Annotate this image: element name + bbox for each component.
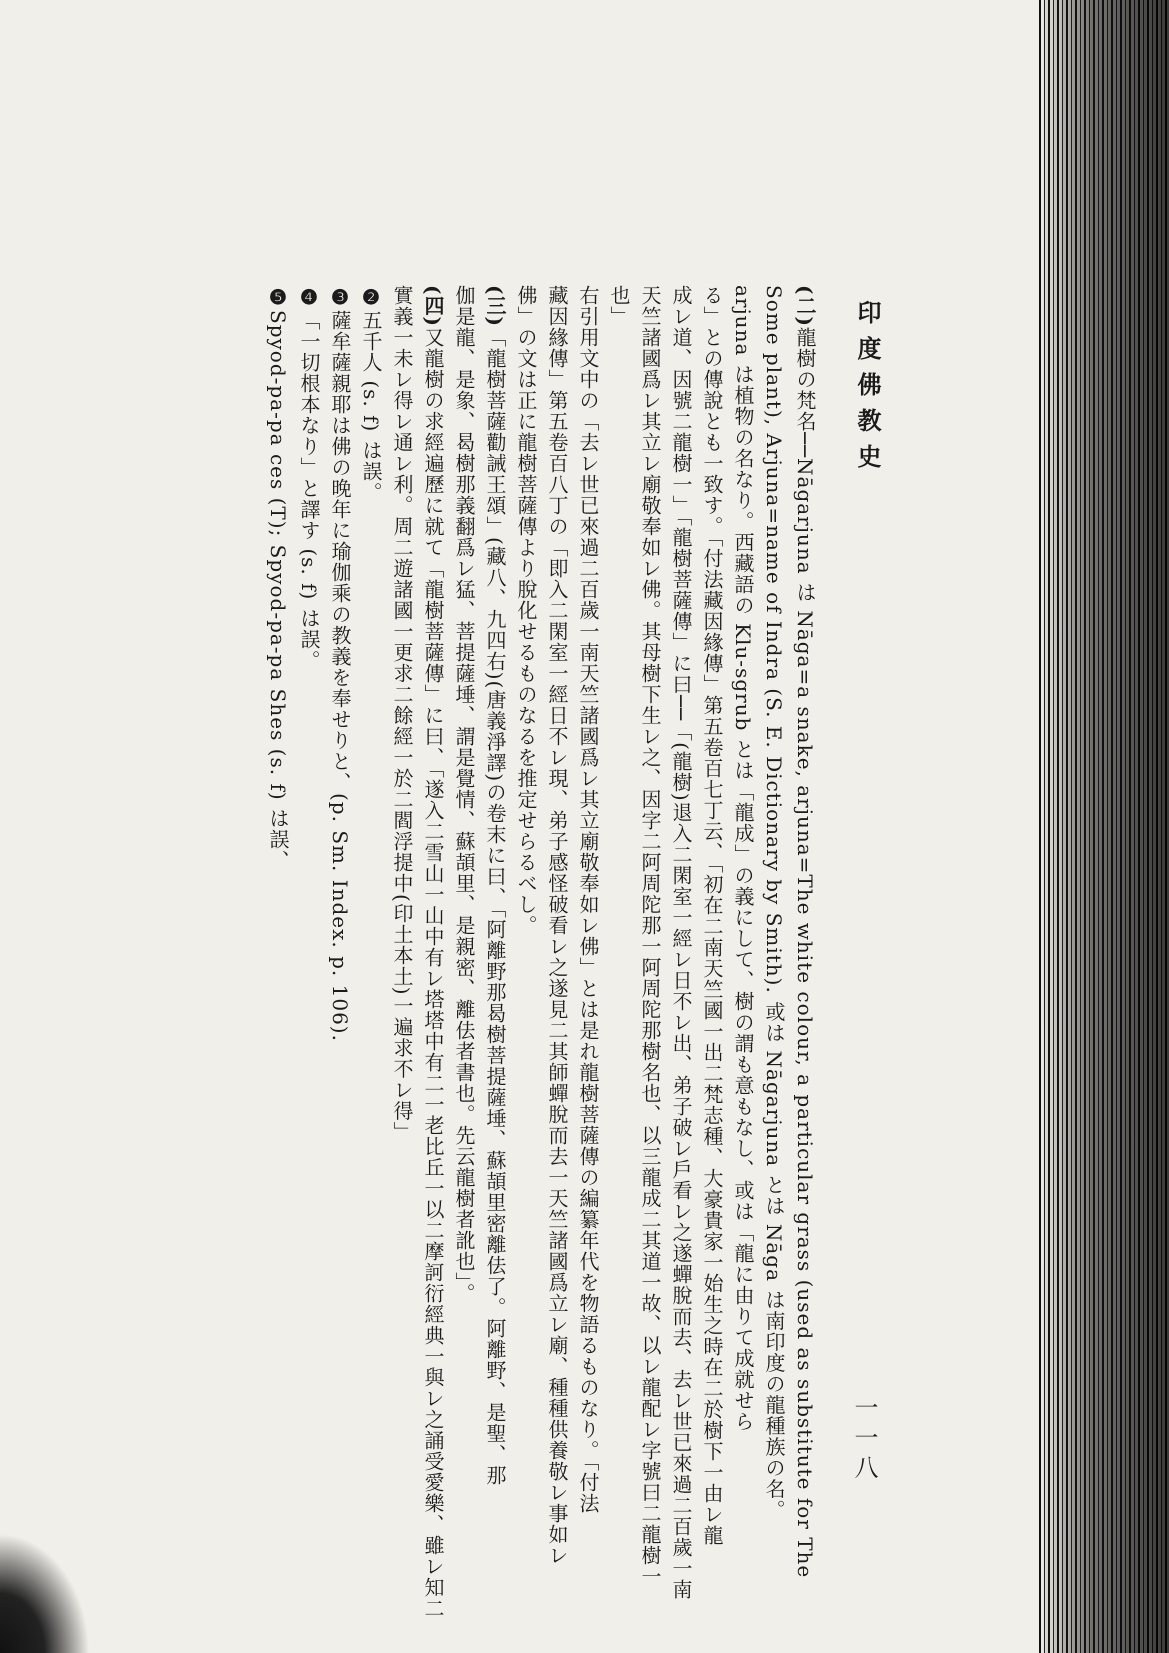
line-text: 也」	[607, 285, 631, 327]
text-line	[324, 285, 355, 1405]
note-marker: ❸	[328, 285, 352, 310]
text-line	[572, 285, 603, 1514]
line-text: 成レ道、因號二龍樹一」「龍樹菩薩傳」に曰──「(龍樹)退入二閑室一經レ日不レ出、弟子破レ戶看レ之遂蟬脫而去、去レ世已來過二百歲一南	[669, 285, 693, 1600]
line-text: 五千人 (s. f) は誤。	[359, 310, 383, 503]
page-edge-shadow	[1039, 0, 1169, 1653]
line-text: 又龍樹の求經遍歷に就て「龍樹菩薩傳」に曰、「遂入二雪山一山中有レ塔塔中有二一老比丘一以二摩訶衍經典一與レ之誦受愛樂、雖レ知二	[421, 326, 445, 1619]
line-text: arjuna は植物の名なり。西藏語の Klu-sgrub とは「龍成」の義にして、樹の謂も意もなし、或は「龍に由りて成就せら	[731, 285, 755, 1432]
line-text: Spyod-pa-pa ces (T); Spyod-pa-pa Shes (s. f) は誤、	[266, 310, 290, 872]
corner-shadow	[0, 1533, 90, 1653]
line-text: Some plant), Arjuna=name of Indra (S. E. Dictionary by Smith). 或は Nāgarjuna とは Nāga は南印度の龍種族の名。	[762, 285, 786, 1521]
line-text: 實義一未レ得レ通レ利。周二遊諸國一更求二餘經一於二閻浮提中(印土本土)一遍求不レ得」	[390, 285, 414, 1143]
text-line	[293, 285, 324, 1405]
text-line	[603, 285, 634, 1405]
text-line	[665, 285, 696, 1600]
note-marker: ❺	[266, 285, 290, 310]
line-text: 佛」の文は正に龍樹菩薩傳より脫化せるものなるを推定せらるべし。	[514, 285, 538, 936]
note-marker: ❹	[297, 285, 321, 310]
line-text: 「龍樹菩薩勸誡王頌」(藏八、九四右)(唐義淨譯)の卷末に曰、「阿離野那曷樹菩提薩埵、蘇頡里密離佉了。阿離野、是聖、那	[483, 326, 507, 1487]
text-line	[541, 285, 572, 1566]
line-text: 伽是龍、是象、曷樹那義翻爲レ猛、菩提薩埵、謂是覺情、蘇頡里、是親密、離佉者書也。先云龍樹者訛也」。	[452, 285, 476, 1304]
note-marker: (二)	[793, 285, 817, 327]
line-text: 藏因緣傳」第五卷百八丁の「即入二閑室一經日不レ現、弟子感怪破看レ之遂見二其師蟬脫而去一天竺諸國爲立レ廟、種種供養敬レ事如レ	[545, 285, 569, 1566]
line-text: 右引用文中の「去レ世已來過二百歲一南天竺諸國爲レ其立廟敬奉如レ佛」とは是れ龍樹菩薩傳の編纂年代を物語るものなり。「付法	[576, 285, 600, 1514]
page-number: 一一八	[850, 1395, 878, 1485]
running-header-title: 印度佛教史	[853, 300, 882, 480]
text-line	[355, 285, 386, 1405]
text-line	[727, 285, 758, 1432]
text-line	[696, 285, 727, 1546]
text-line	[510, 285, 541, 1405]
text-line	[758, 285, 789, 1521]
text-line	[479, 285, 510, 1487]
note-marker: (四)	[421, 285, 445, 327]
footnote-text-block	[40, 285, 820, 1619]
text-line	[417, 285, 448, 1619]
text-line	[448, 285, 479, 1405]
text-line	[789, 285, 820, 1579]
line-text: 「一切根本なり」と譯す (s. f) は誤。	[297, 310, 321, 671]
note-marker: (三)	[483, 285, 507, 327]
line-text: 龍樹の梵名──Nāgarjuna は Nāga=a snake, arjuna=The white colour, a particular grass (used as substitute for The	[793, 326, 817, 1579]
text-line	[634, 285, 665, 1587]
line-text: 天竺諸國爲レ其立レ廟敬奉如レ佛。其母樹下生レ之、因字二阿周陀那一阿周陀那樹名也、以三龍成二其道一故、以レ龍配レ字號曰二龍樹一	[638, 285, 662, 1587]
line-text: 薩牟薩親耶は佛の晚年に瑜伽乘の教義を奉せりと、(p. Sm. Index. p. 106).	[328, 310, 352, 1042]
text-line	[262, 285, 293, 1405]
note-marker: ❷	[359, 285, 383, 310]
line-text: る」との傳說とも一致す。「付法藏因緣傳」第五卷百七丁云、「初在二南天竺國一出二梵志種、大豪貴家一始生之時在二於樹下一由レ龍	[700, 285, 724, 1546]
text-line	[386, 285, 417, 1405]
